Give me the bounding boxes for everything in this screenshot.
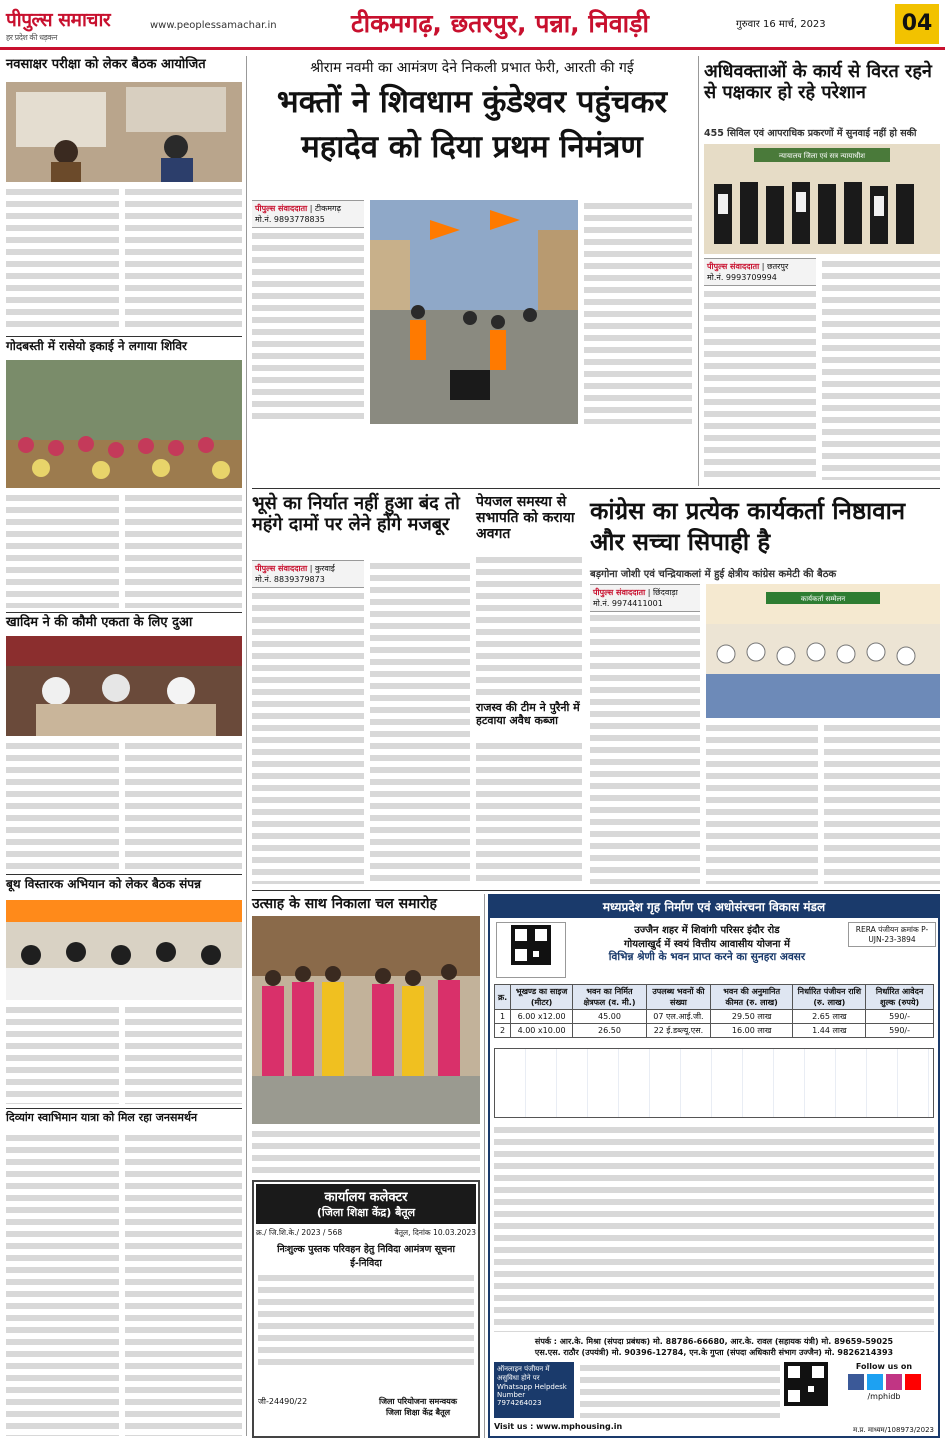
lead-byline: पीपुल्स संवाददाता | टीकमगढ़ मो.नं. 9893778835	[252, 200, 364, 228]
notice-subtitle: ई-निविदा	[350, 1258, 382, 1269]
headline-water-issue: पेयजल समस्या से सभापति को कराया अवगत	[476, 494, 575, 543]
photo-women-procession	[252, 916, 480, 1124]
article-text	[6, 1004, 119, 1104]
headline-booth-campaign: बूथ विस्तारक अभियान को लेकर बैठक संपन्न	[6, 877, 201, 891]
notice-header: कार्यालय कलेक्टर (जिला शिक्षा केंद्र) बैतूल	[256, 1184, 476, 1224]
subheadline-advocates: 455 सिविल एवं आपराधिक प्रकरणों में सुनवाई नहीं हो सकी	[704, 128, 917, 139]
table-row: 1 6.00 x12.00 45.00 07 एल.आई.जी. 29.50 लाख 2.65 लाख 590/-	[495, 1010, 934, 1024]
article-text	[704, 288, 816, 480]
article-text	[125, 740, 242, 870]
column-divider	[484, 894, 485, 1438]
housing-ad-ref: म.प्र. माध्यम/108973/2023	[853, 1426, 934, 1434]
article-text	[476, 554, 582, 698]
article-text	[6, 186, 119, 332]
article-text	[824, 722, 940, 884]
article-text	[6, 740, 119, 870]
photo-procession	[370, 200, 578, 424]
photo-court-protest	[704, 144, 940, 254]
whatsapp-helpdesk[interactable]: ऑनलाइन पंजीयन में असुविधा होने पर Whatsapp Helpdesk Number 7974264023	[494, 1362, 574, 1418]
headline-divyang-yatra: दिव्यांग स्वाभिमान यात्रा को मिल रहा जनसमर्थन	[6, 1111, 198, 1124]
rera-number: RERA पंजीयन क्रमांक P-UJN-23-3894	[848, 922, 936, 947]
divider	[6, 336, 242, 337]
social-follow: Follow us on /mphidb	[834, 1362, 934, 1401]
headline-nss-camp: गोदबस्ती में रासेयो इकाई ने लगाया शिविर	[6, 339, 187, 353]
table-header: निर्धारित आवेदन शुल्क (रुपये)	[866, 985, 934, 1010]
article-text	[584, 200, 692, 424]
article-text	[6, 492, 119, 608]
photo-caption	[252, 1128, 480, 1176]
fodder-byline: पीपुल्स संवाददाता | कुरवाई मो.नं. 8839379873	[252, 560, 364, 588]
headline-literacy-exam: नवसाक्षर परीक्षा को लेकर बैठक आयोजित	[6, 57, 206, 72]
table-header: भवन की अनुमानित कीमत (रु. लाख)	[710, 985, 793, 1010]
headline-advocates-strike: अधिवक्ताओं के कार्य से विरत रहने से पक्षकार हो रहे परेशान	[704, 61, 932, 103]
page-number: 04	[895, 4, 939, 44]
table-header: निर्धारित पंजीयन राशि (रु. लाख)	[793, 985, 866, 1010]
headline-procession: उत्साह के साथ निकाला चल समारोह	[252, 896, 437, 912]
housing-price-table	[494, 984, 934, 1038]
svg-text:कार्यकर्ता सम्मेलन: कार्यकर्ता सम्मेलन	[800, 595, 846, 603]
subheadline-congress: बड़गोना जोशी एवं चन्द्रियाकलां में हुई क्षेत्रीय कांग्रेस कमेटी की बैठक	[590, 569, 837, 580]
registration-info	[580, 1362, 780, 1418]
column-divider	[246, 56, 247, 1436]
divider	[252, 488, 940, 489]
youtube-icon[interactable]	[905, 1374, 921, 1390]
table-header: भवन का निर्मित क्षेत्रफल (व. मी.)	[572, 985, 646, 1010]
article-text	[370, 560, 470, 884]
article-text	[6, 1132, 119, 1436]
registration-qr-code[interactable]	[784, 1362, 828, 1406]
article-text	[125, 1132, 242, 1436]
divider	[6, 1108, 242, 1109]
table-header: भूखण्ड का साइज (मीटर)	[511, 985, 573, 1010]
article-text	[822, 258, 940, 480]
housing-qr-code[interactable]	[496, 922, 566, 978]
article-text	[252, 590, 364, 884]
facebook-icon[interactable]	[848, 1374, 864, 1390]
twitter-icon[interactable]	[867, 1374, 883, 1390]
headline-encroachment: राजस्व की टीम ने पुरैनी में हटवाया अवैध कब्जा	[476, 701, 580, 727]
article-text	[476, 740, 582, 884]
housing-website[interactable]: Visit us : www.mphousing.in	[494, 1422, 623, 1431]
notice-ref-line: क्र./ जि.शि.के./ 2023 / 568 बैतूल, दिनांक 10.03.2023	[256, 1228, 476, 1237]
housing-contact: संपर्क : आर.के. मिश्रा (संपदा प्रबंधक) मो. 88786-66680, आर.के. रावल (सहायक यंत्री) मो. 89659-59025 एस.एस. राठौर (उपयंत्री) मो. 90396-12784, एन.के गुप्ता (संपदा अधिकारी संभाग उज्जैन) मो. 9826214393	[534, 1337, 894, 1357]
lead-kicker: श्रीराम नवमी का आमंत्रण देने निकली प्रभात फेरी, आरती की गई	[310, 60, 634, 76]
article-text	[590, 612, 700, 884]
article-text	[252, 230, 364, 424]
photo-dargah	[6, 636, 242, 736]
headline-congress: कांग्रेस का प्रत्येक कार्यकर्ता निष्ठावान और सच्चा सिपाही है	[590, 497, 906, 557]
instagram-icon[interactable]	[886, 1374, 902, 1390]
advocates-byline: पीपुल्स संवाददाता | छतरपुर मो.नं. 9993709994	[704, 258, 816, 286]
lead-headline: भक्तों ने शिवधाम कुंडेश्वर पहुंचकर महादेव को दिया प्रथम निमंत्रण	[276, 84, 668, 165]
article-text	[125, 186, 242, 332]
website-link[interactable]: www.peoplessamachar.in	[150, 20, 277, 31]
photo-nss-camp	[6, 360, 242, 488]
svg-text:न्यायालय जिला एवं सत्र न्यायाध: न्यायालय जिला एवं सत्र न्यायाधीश	[778, 152, 866, 160]
table-header: उपलब्ध भवनों की संख्या	[647, 985, 711, 1010]
issue-date: गुरुवार 16 मार्च, 2023	[736, 19, 826, 30]
photo-booth-meeting	[6, 900, 242, 1000]
housing-terms	[494, 1124, 934, 1332]
notice-signatory: जिला परियोजना समन्वयक जिला शिक्षा केंद्र बैतूल	[379, 1397, 457, 1417]
notice-gi-number: जी-24490/22	[258, 1397, 308, 1406]
reservation-table	[494, 1048, 934, 1118]
article-text	[125, 1004, 242, 1104]
headline-khadim-prayer: खादिम ने की कौमी एकता के लिए दुआ	[6, 615, 193, 630]
congress-byline: पीपुल्स संवाददाता | छिंदवाड़ा मो.नं. 9974411001	[590, 584, 700, 612]
article-text	[125, 492, 242, 608]
table-row: 2 4.00 x10.00 26.50 22 ई.डब्ल्यू.एस. 16.00 लाख 1.44 लाख 590/-	[495, 1024, 934, 1038]
table-header: क्र.	[495, 985, 511, 1010]
notice-text	[258, 1272, 474, 1368]
photo-congress-meeting	[706, 584, 940, 718]
housing-org-title: मध्यप्रदेश गृह निर्माण एवं अधोसंरचना विकास मंडल	[490, 896, 938, 918]
divider	[252, 890, 940, 891]
headline-fodder-export: भूसे का निर्यात नहीं हुआ बंद तो महंगे दामों पर लेने होंगे मजबूर	[252, 493, 460, 535]
newspaper-logo[interactable]: पीपुल्स समाचार हर प्रदेश की धड़कन	[6, 9, 111, 42]
housing-scheme-heading: उज्जैन शहर में शिवांगी परिसर इंदौर रोड गोयलाखुर्द में स्वयं वित्तीय आवासीय योजना में विभिन्न श्रेणी के भवन प्राप्त करने का सुनहरा अवसर	[608, 925, 806, 963]
article-text	[706, 722, 818, 884]
divider	[6, 612, 242, 613]
notice-title: निःशुल्क पुस्तक परिवहन हेतु निविदा आमंत्रण सूचना	[277, 1244, 455, 1255]
social-handle[interactable]: /mphidb	[867, 1392, 901, 1401]
region-title: टीकमगढ़, छतरपुर, पन्ना, निवाड़ी	[351, 9, 649, 38]
column-divider	[698, 56, 699, 486]
photo-meeting	[6, 82, 242, 182]
divider	[6, 874, 242, 875]
